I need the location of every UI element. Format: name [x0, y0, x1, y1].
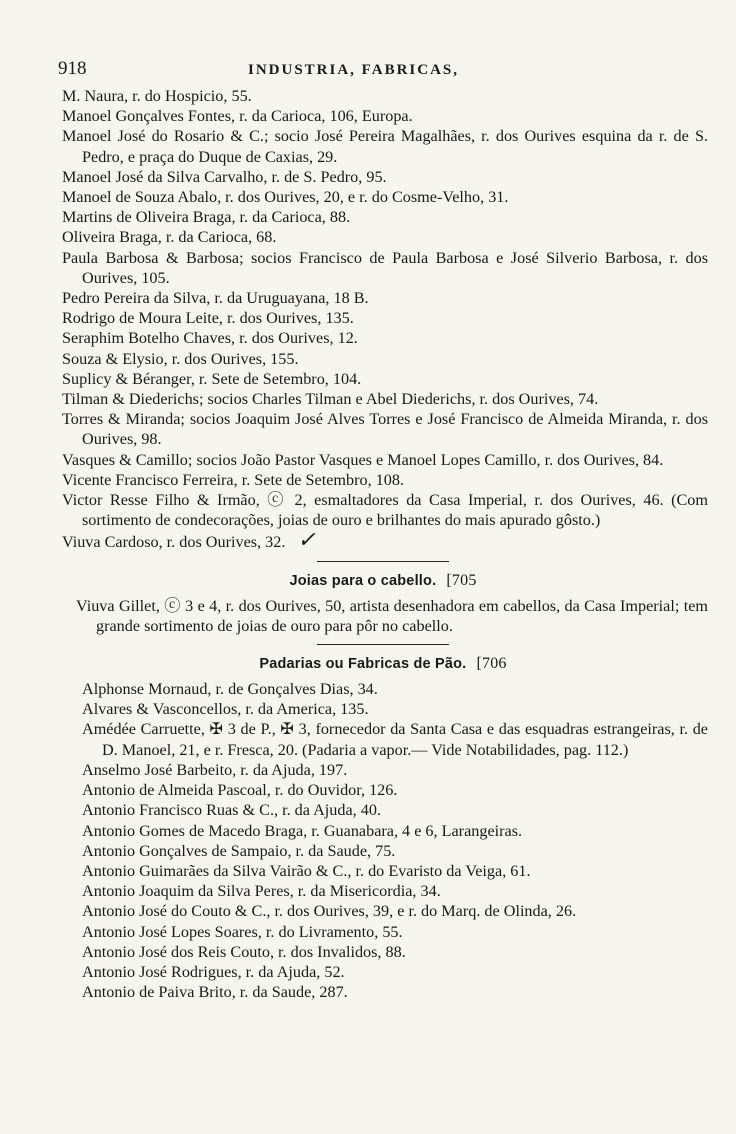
list-item: Vicente Francisco Ferreira, r. Sete de Setembro, 108.	[62, 470, 404, 489]
list-item: Alphonse Mornaud, r. de Gonçalves Dias, 34.	[82, 680, 378, 699]
list-item-text: Viuva Cardoso, r. dos Ourives, 32.	[62, 533, 286, 552]
list-item: Victor Resse Filho & Irmão, ⓒ 2, esmaltadores da Casa Imperial, r. dos Ourives, 46. (Com sortimento de condecorações, joias de ouro e brilhantes do mais apurado gôsto.)	[62, 491, 708, 530]
list-item: Torres & Miranda; socios Joaquim José Alves Torres e José Francisco de Almeida Miranda, r. dos Ourives, 98.	[62, 410, 708, 449]
list-item: Antonio Joaquim da Silva Peres, r. da Misericordia, 34.	[82, 882, 441, 901]
list-item: Manoel Gonçalves Fontes, r. da Carioca, 106, Europa.	[62, 107, 413, 126]
list-item-last	[62, 527, 708, 553]
list-item: Martins de Oliveira Braga, r. da Carioca, 88.	[62, 208, 351, 227]
list-item: Antonio José do Couto & C., r. dos Ourives, 39, e r. do Marq. de Olinda, 26.	[82, 902, 577, 921]
page-number: 918	[58, 58, 87, 79]
section-divider	[317, 644, 449, 645]
list-item: Antonio Gonçalves de Sampaio, r. da Saude, 75.	[82, 841, 396, 860]
list-item: Antonio Gomes de Macedo Braga, r. Guanabara, 4 e 6, Larangeiras.	[82, 821, 523, 840]
running-title: INDUSTRIA, FABRICAS,	[248, 62, 459, 78]
list-item: Amédée Carruette, ✠ 3 de P., ✠ 3, fornecedor da Santa Casa e das esquadras estrangeiras, r. de D. Manoel, 21, e r. Fresca, 20. (Padaria a vapor.— Vide Notabilidades, pag. 112.)	[82, 720, 708, 759]
list-item: Viuva Gillet, ⓒ 3 e 4, r. dos Ourives, 50, artista desenhadora em cabellos, da Casa Imperial; tem grande sortimento de joias de ouro para pôr no cabello.	[76, 596, 708, 635]
list-item: Manoel de Souza Abalo, r. dos Ourives, 20, e r. do Cosme-Velho, 31.	[62, 188, 509, 207]
section-number: [706	[476, 655, 507, 673]
list-item: Alvares & Vasconcellos, r. da America, 135.	[82, 700, 369, 719]
list-item: Antonio José Lopes Soares, r. do Livramento, 55.	[82, 922, 403, 941]
list-item: Antonio de Paiva Brito, r. da Saude, 287.	[82, 983, 348, 1002]
list-item: Rodrigo de Moura Leite, r. dos Ourives, 135.	[62, 309, 354, 328]
section-divider	[317, 561, 449, 562]
list-item: Antonio de Almeida Pascoal, r. do Ouvidor, 126.	[82, 781, 398, 800]
section-heading-joias	[58, 572, 708, 590]
list-item: Seraphim Botelho Chaves, r. dos Ourives, 12.	[62, 329, 358, 348]
list-item: Suplicy & Béranger, r. Sete de Setembro, 104.	[62, 369, 362, 388]
list-item: Anselmo José Barbeito, r. da Ajuda, 197.	[82, 760, 348, 779]
list-item: Antonio Guimarães da Silva Vairão & C., r. do Evaristo da Veiga, 61.	[82, 861, 531, 880]
handwritten-check-mark: ✓	[297, 527, 316, 553]
list-item: Oliveira Braga, r. da Carioca, 68.	[62, 228, 277, 247]
list-item: M. Naura, r. do Hospicio, 55.	[62, 87, 252, 105]
list-item: Manoel José da Silva Carvalho, r. de S. Pedro, 95.	[62, 167, 387, 186]
page-header	[58, 58, 708, 86]
list-item: Paula Barbosa & Barbosa; socios Francisco de Paula Barbosa e José Silverio Barbosa, r. dos Ourives, 105.	[62, 248, 708, 287]
list-item: Pedro Pereira da Silva, r. da Uruguayana, 18 B.	[62, 289, 369, 308]
section-heading-padarias	[58, 655, 708, 673]
joias-entries	[76, 596, 708, 636]
list-item: Tilman & Diederichs; socios Charles Tilman e Abel Diederichs, r. dos Ourives, 74.	[62, 390, 599, 409]
list-item: Antonio José Rodrigues, r. da Ajuda, 52.	[82, 962, 345, 981]
list-item: Antonio Francisco Ruas & C., r. da Ajuda, 40.	[82, 801, 381, 820]
section-title: Padarias ou Fabricas de Pão.	[259, 656, 467, 673]
list-item: Vasques & Camillo; socios João Pastor Vasques e Manoel Lopes Camillo, r. dos Ourives, 84.	[62, 450, 664, 469]
goldsmith-entries	[62, 86, 708, 553]
section-number: [705	[446, 571, 477, 589]
list-item: Manoel José do Rosario & C.; socio José Pereira Magalhães, r. dos Ourives esquina da r. de S. Pedro, e praça do Duque de Caxias, 29.	[62, 127, 708, 166]
section-title: Joias para o cabello.	[289, 572, 437, 589]
list-item: Antonio José dos Reis Couto, r. dos Invalidos, 88.	[82, 942, 406, 961]
list-item: Souza & Elysio, r. dos Ourives, 155.	[62, 349, 299, 368]
padarias-entries	[82, 679, 708, 1002]
directory-page	[58, 58, 708, 1002]
